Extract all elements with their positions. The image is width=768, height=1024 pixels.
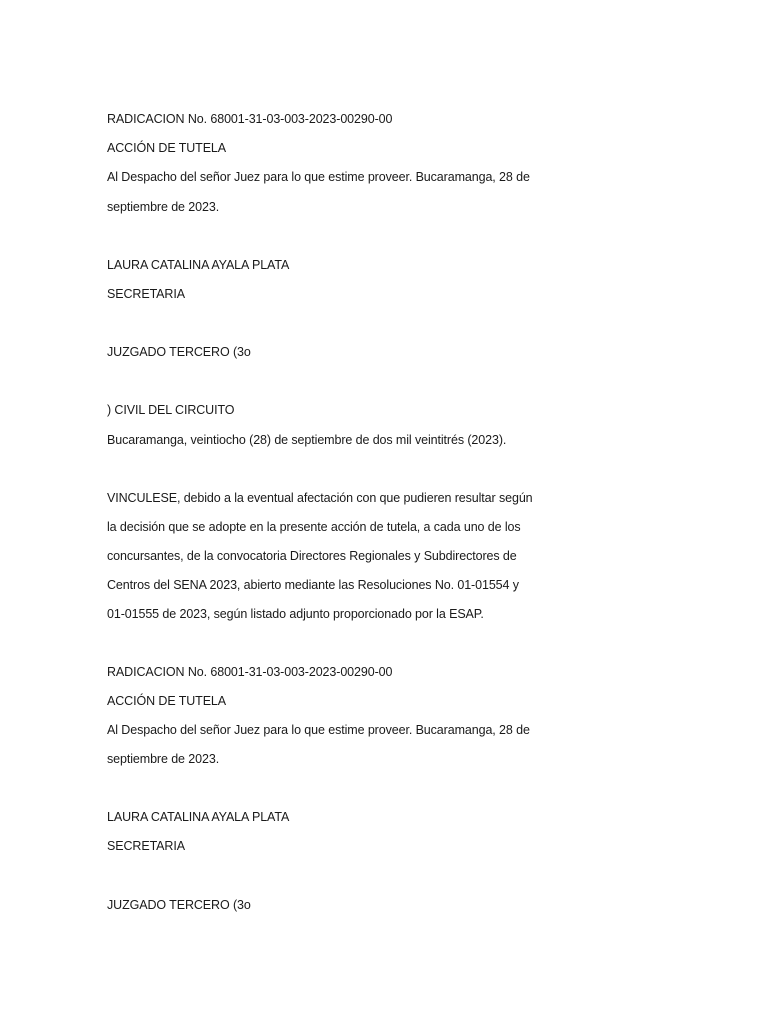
despacho-line: Al Despacho del señor Juez para lo que estime proveer. Bucaramanga, 28 de	[107, 723, 530, 737]
radicacion-line: RADICACION No. 68001-31-03-003-2023-00290-00	[107, 112, 393, 126]
despacho-date-line: septiembre de 2023.	[107, 200, 220, 214]
body-paragraph-line: VINCULESE, debido a la eventual afectación con que pudieren resultar según	[107, 491, 533, 505]
secretary-title: SECRETARIA	[107, 287, 185, 301]
court-date-line: Bucaramanga, veintiocho (28) de septiembre de dos mil veintitrés (2023).	[107, 433, 507, 447]
court-name-line: JUZGADO TERCERO (3o	[107, 345, 251, 359]
body-paragraph-line: concursantes, de la convocatoria Directores Regionales y Subdirectores de	[107, 549, 517, 563]
court-circuit-line: ) CIVIL DEL CIRCUITO	[107, 403, 235, 417]
court-name-line: JUZGADO TERCERO (3o	[107, 898, 251, 912]
action-title: ACCIÓN DE TUTELA	[107, 141, 227, 155]
radicacion-line: RADICACION No. 68001-31-03-003-2023-00290-00	[107, 665, 393, 679]
action-title: ACCIÓN DE TUTELA	[107, 694, 227, 708]
body-paragraph-line: la decisión que se adopte en la presente acción de tutela, a cada uno de los	[107, 520, 521, 534]
despacho-line: Al Despacho del señor Juez para lo que estime proveer. Bucaramanga, 28 de	[107, 170, 530, 184]
secretary-name: LAURA CATALINA AYALA PLATA	[107, 810, 290, 824]
secretary-name: LAURA CATALINA AYALA PLATA	[107, 258, 290, 272]
secretary-title: SECRETARIA	[107, 839, 185, 853]
despacho-date-line: septiembre de 2023.	[107, 752, 220, 766]
body-paragraph-line: Centros del SENA 2023, abierto mediante las Resoluciones No. 01-01554 y	[107, 578, 519, 592]
body-paragraph-line: 01-01555 de 2023, según listado adjunto proporcionado por la ESAP.	[107, 607, 484, 621]
